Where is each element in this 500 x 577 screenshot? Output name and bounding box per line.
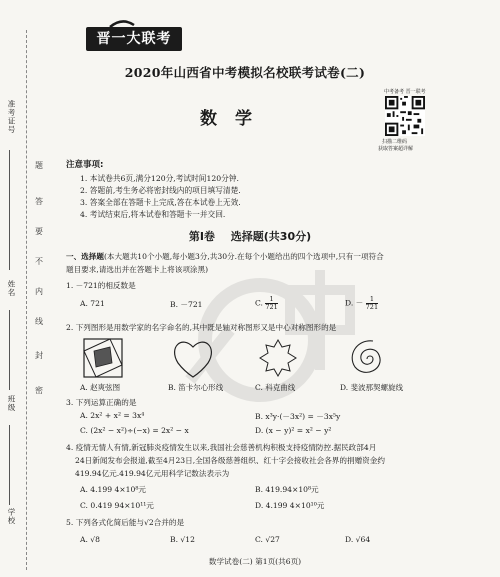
school-label: 学校 <box>7 508 16 525</box>
question-1-option-a[interactable]: A. 721 <box>80 299 105 308</box>
option-c-letter: C. <box>255 298 263 308</box>
note-item: 1. 本试卷共6页,满分120分,考试时间120分钟. <box>80 174 239 183</box>
question-3-option-c[interactable]: C. (2x² − x²)÷(−x) = 2x² − x <box>80 426 189 435</box>
candidate-number-label: 准考证号 <box>7 100 16 134</box>
candidate-number-field[interactable] <box>9 150 10 270</box>
option-d-letter: D. － <box>345 298 364 308</box>
zhaoshuang-diagram-icon <box>80 337 126 379</box>
qr-caption-top: 中考备考 晋一联考 <box>384 89 426 95</box>
seal-char: 不 <box>35 257 43 266</box>
seal-char: 封 <box>35 351 43 360</box>
koch-snowflake-icon <box>255 337 301 379</box>
question-3-stem: 3. 下列运算正确的是 <box>66 398 137 407</box>
frac-den: 721 <box>365 303 379 311</box>
qr-caption-2: 获取答案超详解 <box>378 146 414 152</box>
question-5-option-c[interactable]: C. √27 <box>255 535 280 544</box>
name-field[interactable] <box>9 310 10 390</box>
frac-num: 1 <box>366 296 378 304</box>
section-part: 第Ⅰ卷 <box>188 230 215 243</box>
question-2-stem: 2. 下列图形是用数学家的名字命名的,其中既是轴对称图形又是中心对称图形的是 <box>66 323 337 332</box>
seal-char: 密 <box>35 386 43 395</box>
question-5-stem: 5. 下列各式化简后能与√2合并的是 <box>66 518 185 527</box>
qr-caption-1: 扫描二维码 <box>382 139 408 145</box>
exam-title: 2020年山西省中考模拟名校联考试卷(二) <box>124 65 366 80</box>
seal-char: 内 <box>35 287 43 296</box>
question-2-option-b[interactable]: B. 笛卡尔心形线 <box>168 383 224 392</box>
option-d-fraction <box>366 296 378 311</box>
question-1-option-d[interactable] <box>345 296 378 311</box>
question-4-option-a[interactable]: A. 4.199 4×10⁸元 <box>80 485 146 494</box>
class-field[interactable] <box>9 425 10 505</box>
name-label: 姓名 <box>7 280 16 297</box>
instructions-line-1 <box>66 251 384 262</box>
question-2-option-c[interactable]: C. 科克曲线 <box>255 383 296 392</box>
notes-title: 注意事项: <box>66 160 104 170</box>
page-footer: 数学试卷(二) 第1页(共6页) <box>208 557 302 566</box>
question-5-option-a[interactable]: A. √8 <box>80 535 100 544</box>
note-item: 2. 答题前,考生务必将密封线内的项目填写清楚. <box>80 186 241 195</box>
qr-code-icon[interactable] <box>385 96 425 136</box>
question-3-option-a[interactable]: A. 2x² + x² = 3x⁴ <box>80 411 145 420</box>
seal-char: 答 <box>35 197 43 206</box>
question-4-option-b[interactable]: B. 419.94×10⁸元 <box>255 485 319 494</box>
seal-char: 题 <box>35 161 43 170</box>
option-c-fraction <box>265 296 277 311</box>
instructions-lead: 一、选择题 <box>66 252 104 261</box>
question-4-stem-line: 24日新闻发布会报道,截至4月23日,全国各级慈善组织、红十字会接收社会各界的捐赠资金约 <box>75 456 385 465</box>
question-2-option-d[interactable]: D. 斐波那契螺旋线 <box>340 383 404 392</box>
frac-den: 721 <box>265 303 278 311</box>
fibonacci-spiral-icon <box>345 337 391 379</box>
seal-char: 线 <box>35 317 43 326</box>
note-item: 4. 考试结束后,将本试卷和答题卡一并交回. <box>80 210 226 219</box>
binding-dashed-line <box>26 30 27 570</box>
question-5-option-d[interactable]: D. √64 <box>345 535 371 544</box>
instructions-line-2: 题目要求,请选出并在答题卡上将该项涂黑) <box>66 265 209 274</box>
question-1-stem: 1. －721的相反数是 <box>66 281 136 290</box>
question-2-option-a[interactable]: A. 赵爽弦图 <box>80 383 121 392</box>
question-5-option-b[interactable]: B. √12 <box>170 535 195 544</box>
section-title <box>150 228 350 244</box>
seal-char: 要 <box>35 227 43 236</box>
question-4-stem-line: 4. 疫情无情人有情,新冠肺炎疫情发生以来,我国社会慈善机构积极支持疫情防控.据民政部4月 <box>66 443 377 452</box>
question-4-option-d[interactable]: D. 4.199 4×10¹⁰元 <box>255 501 325 510</box>
instructions-text-1: (本大题共10个小题,每小题3分,共30分.在每个小题给出的四个选项中,只有一项符合 <box>103 252 384 261</box>
question-1-option-b[interactable]: B. －721 <box>170 300 203 309</box>
logo-swoosh-icon <box>108 19 136 29</box>
subject-title: 数学 <box>200 109 270 129</box>
brand-logo: 晋一大联考 <box>86 27 182 51</box>
question-4-stem-line: 419.94亿元.419.94亿元用科学记数法表示为 <box>75 469 230 478</box>
cardioid-curve-icon <box>170 337 216 379</box>
section-name: 选择题(共30分) <box>230 230 312 243</box>
question-4-option-c[interactable]: C. 0.419 94×10¹¹元 <box>80 501 154 510</box>
note-item: 3. 答案全部在答题卡上完成,答在本试卷上无效. <box>80 198 241 207</box>
frac-num: 1 <box>265 296 277 304</box>
question-3-option-d[interactable]: D. (x − y)² = x² − y² <box>255 426 332 435</box>
question-1-option-c[interactable] <box>255 296 278 311</box>
class-label: 班级 <box>7 395 16 412</box>
question-3-option-b[interactable]: B. x³y·(－3x²) = －3x⁵y <box>255 412 341 421</box>
